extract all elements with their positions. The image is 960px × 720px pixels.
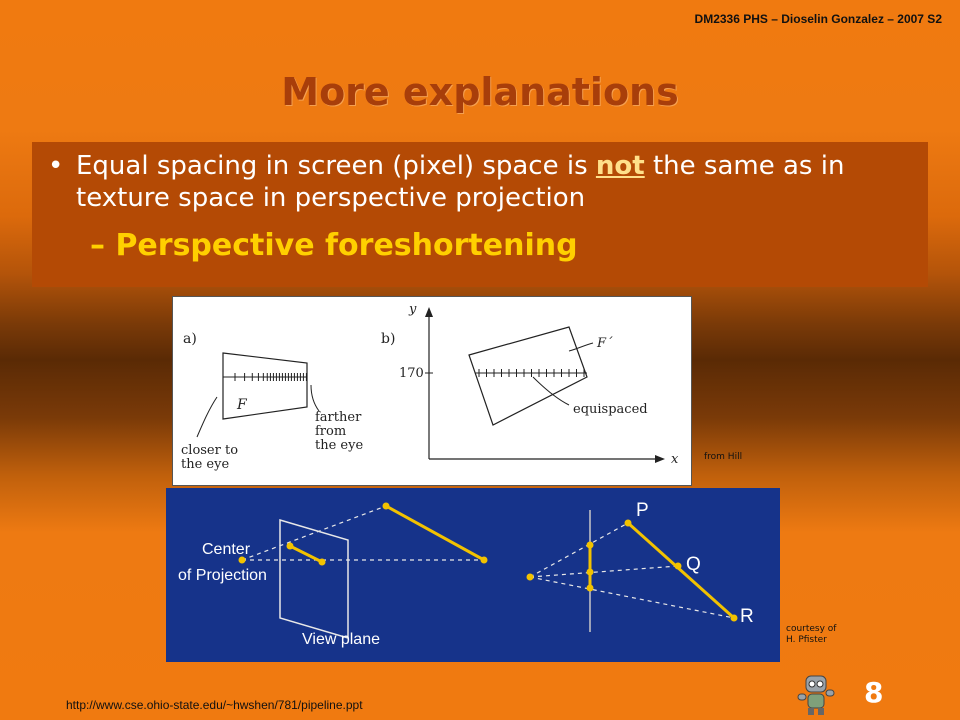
- label-p: P: [636, 500, 649, 521]
- header-credit: DM2336 PHS – Dioselin Gonzalez – 2007 S2: [694, 12, 942, 26]
- label-q: Q: [686, 554, 701, 575]
- equispaced-label: equispaced: [573, 402, 648, 417]
- view-plane-label: View plane: [302, 631, 380, 648]
- point-far-a: [383, 503, 390, 510]
- y-axis-label: y: [409, 302, 417, 317]
- panel-b-label: b): [381, 331, 396, 347]
- equispaced-pointer: [533, 377, 569, 405]
- closer-line2: the eye: [181, 457, 230, 472]
- segment-far: [386, 506, 484, 560]
- x-axis-label: x: [671, 452, 679, 467]
- bullet-emphasis: not: [595, 151, 645, 181]
- point-proj-p: [587, 542, 594, 549]
- figure-bottom: [166, 488, 780, 662]
- center-label-line1: Center: [202, 541, 251, 558]
- point-r: [731, 615, 738, 622]
- figure-bottom-svg: [166, 488, 780, 662]
- point-q: [675, 563, 682, 570]
- fprime-pointer: [569, 343, 593, 351]
- point-near-a: [287, 543, 294, 550]
- panel-a-label: a): [183, 331, 197, 347]
- farther-line3: the eye: [315, 438, 364, 453]
- y-tick-170: 170: [399, 366, 424, 381]
- bullet-dot: •: [48, 151, 64, 181]
- point-eye-right: [527, 574, 534, 581]
- closer-pointer: [197, 397, 217, 437]
- center-label-line2: of Projection: [178, 567, 267, 584]
- bullet-text-part1: Equal spacing in screen (pixel) space is: [76, 151, 596, 181]
- trapezoid-a: [223, 353, 307, 419]
- ray-to-r: [530, 577, 734, 618]
- sub-bullet: – Perspective foreshortening: [90, 228, 578, 263]
- proj-line-upper: [242, 506, 386, 560]
- source-note-pfister: [786, 624, 836, 646]
- bullet-text-part2: the same as in texture space in perspective projection: [76, 151, 845, 213]
- farther-line2: from: [315, 424, 347, 439]
- slide-title: More explanations: [281, 70, 679, 114]
- farther-line1: farther: [315, 410, 362, 425]
- point-far-b: [481, 557, 488, 564]
- source-note-pfister-line2: H. Pfister: [786, 635, 827, 645]
- bullet-text: [76, 150, 908, 214]
- segment-pqr: [628, 523, 734, 618]
- robot-icon: [794, 670, 838, 716]
- figure-top-svg: [173, 297, 691, 485]
- label-f-prime: F´: [597, 336, 613, 351]
- point-p: [625, 520, 632, 527]
- farther-pointer: [311, 385, 319, 411]
- y-axis-arrow: [425, 307, 433, 317]
- view-plane: [280, 520, 348, 638]
- ray-to-q: [530, 566, 678, 577]
- point-proj-r: [587, 585, 594, 592]
- label-f: F: [237, 397, 247, 413]
- point-proj-q: [587, 569, 594, 576]
- ray-to-p: [530, 523, 628, 577]
- page-number: 8: [864, 676, 884, 709]
- source-url: http://www.cse.ohio-state.edu/~hwshen/781/pipeline.ppt: [66, 698, 363, 712]
- bullet-line: [48, 150, 908, 214]
- label-r: R: [740, 606, 754, 627]
- closer-line1: closer to: [181, 443, 239, 458]
- source-note-pfister-line1: courtesy of: [786, 624, 837, 634]
- source-note-hill: from Hill: [704, 452, 743, 462]
- point-near-b: [319, 559, 326, 566]
- figure-top: [172, 296, 692, 486]
- x-axis-arrow: [655, 455, 665, 463]
